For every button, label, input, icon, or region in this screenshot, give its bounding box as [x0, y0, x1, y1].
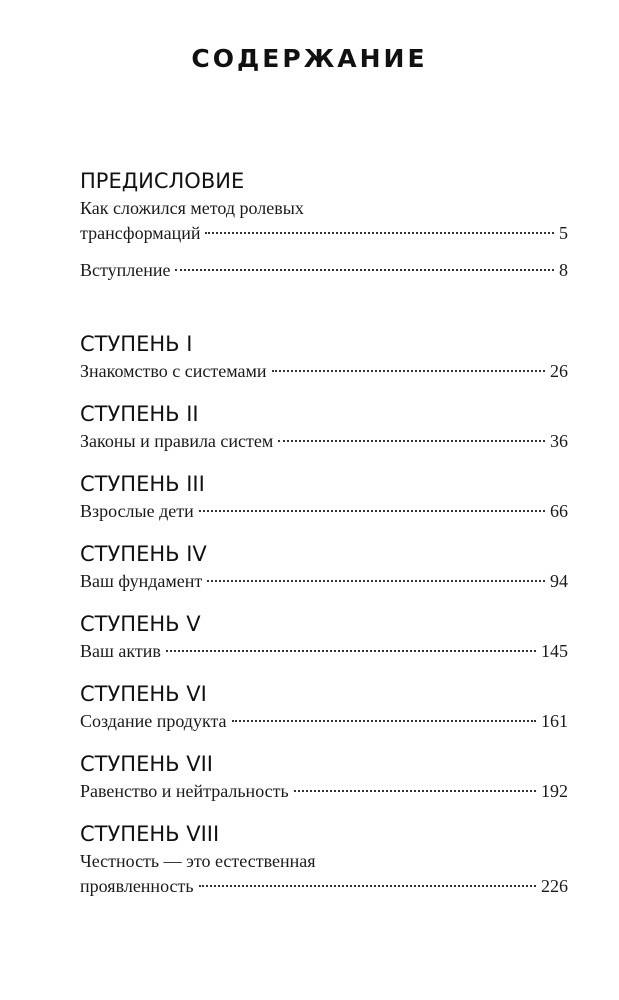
toc-section-step-6 — [80, 681, 568, 751]
page-number: 36 — [550, 431, 568, 451]
entry-title-line2: проявленность — [80, 876, 194, 896]
toc-entry[interactable] — [80, 709, 568, 734]
dot-leader — [232, 720, 536, 722]
toc-section-intro — [80, 258, 568, 331]
entry-title: Знакомство с системами — [80, 361, 267, 381]
entry-title-line1: Как сложился метод ролевых — [80, 198, 304, 218]
toc-entry[interactable] — [80, 196, 568, 246]
section-heading: СТУПЕНЬ III — [80, 472, 205, 496]
dot-leader — [205, 232, 554, 234]
entry-title: Ваш фундамент — [80, 571, 203, 591]
section-heading: СТУПЕНЬ V — [80, 612, 201, 636]
entry-title: Создание продукта — [80, 711, 227, 731]
toc-section-step-2 — [80, 401, 568, 471]
entry-title: Вступление — [80, 260, 171, 280]
toc-section-step-1 — [80, 331, 568, 401]
dot-leader — [199, 885, 536, 887]
page-number: 8 — [559, 260, 568, 280]
toc-entry[interactable] — [80, 639, 568, 664]
page-number: 192 — [541, 781, 568, 801]
section-heading: СТУПЕНЬ VI — [80, 682, 207, 706]
table-of-contents — [80, 168, 568, 899]
dot-leader — [207, 580, 545, 582]
toc-section-step-5 — [80, 611, 568, 681]
entry-title: Равенство и нейтральность — [80, 781, 289, 801]
dot-leader — [294, 790, 536, 792]
dot-leader — [175, 269, 554, 271]
entry-title-line2: трансформаций — [80, 223, 201, 243]
page-number: 145 — [541, 641, 568, 661]
page-number: 5 — [559, 223, 568, 243]
dot-leader — [166, 650, 536, 652]
page-number: 226 — [541, 876, 568, 896]
toc-entry[interactable] — [80, 569, 568, 594]
page-title: СОДЕРЖАНИЕ — [191, 44, 428, 73]
page-number: 26 — [550, 361, 568, 381]
toc-entry[interactable] — [80, 499, 568, 524]
section-heading: СТУПЕНЬ I — [80, 332, 193, 356]
section-heading: ПРЕДИСЛОВИЕ — [80, 169, 245, 193]
entry-title: Ваш актив — [80, 641, 161, 661]
toc-section-step-7 — [80, 751, 568, 821]
section-heading: СТУПЕНЬ IV — [80, 542, 207, 566]
page-number: 66 — [550, 501, 568, 521]
dot-leader — [278, 440, 545, 442]
section-heading: СТУПЕНЬ II — [80, 402, 199, 426]
section-heading: СТУПЕНЬ VIII — [80, 822, 220, 846]
toc-section-preface — [80, 168, 568, 258]
toc-entry[interactable] — [80, 779, 568, 804]
toc-section-step-8 — [80, 821, 568, 899]
toc-entry[interactable] — [80, 359, 568, 384]
toc-entry[interactable] — [80, 429, 568, 454]
toc-section-step-3 — [80, 471, 568, 541]
entry-title-line1: Честность — это естественная — [80, 851, 316, 871]
page-number: 94 — [550, 571, 568, 591]
page-number: 161 — [541, 711, 568, 731]
dot-leader — [199, 510, 545, 512]
dot-leader — [272, 370, 546, 372]
entry-title: Взрослые дети — [80, 501, 194, 521]
entry-title: Законы и правила систем — [80, 431, 274, 451]
toc-entry[interactable] — [80, 849, 568, 899]
section-heading: СТУПЕНЬ VII — [80, 752, 213, 776]
toc-entry[interactable] — [80, 258, 568, 283]
toc-section-step-4 — [80, 541, 568, 611]
